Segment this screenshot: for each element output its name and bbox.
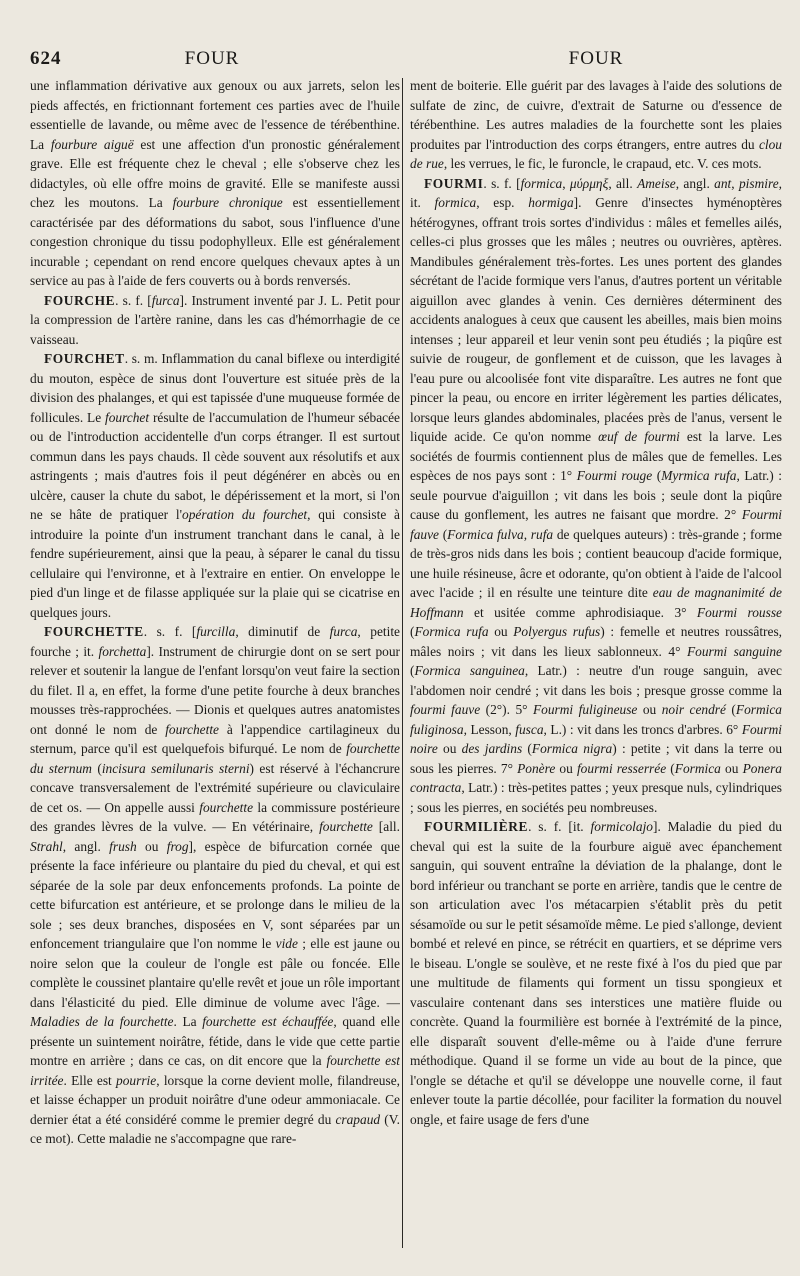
italic-term: formica bbox=[520, 175, 563, 191]
entry-headword: FOURCHET bbox=[44, 351, 125, 366]
entry-text: ]. Genre d'insectes hyménoptères hétérogynes, offrant trois sortes d'individus : mâles et femelles ailés, celles-ci plus grosses que les mâles ; neutres ou ouvrières, aptères. Mandibules généralement très-fortes. Les unes portent des glandes sécrétant de l'acide formique vers l'anus, d'autres portent un véritable aiguillon avec glandes à venin. Ces dernières déterminent des accidents analogues à ceux que causent les abeilles, mais bien moins intenses ; leur appareil et leur venin sont peu étudiés ; la piqûre est suivie de rougeur, de gonflement et de cuisson, que les lavages à l'eau pure ou alcoolisée font vite disparaître. Les autres ne font que pincer la peau, ou encore en irriter légèrement les parties délicates, lorsque leurs glandes abdominales, placées près de l'anus, versent le liquide acide. Ce qu'on nomme bbox=[410, 195, 782, 444]
entry-text: . s. f. [it. bbox=[528, 819, 591, 834]
entry-text: , angl. bbox=[62, 838, 110, 854]
italic-term: Fourmi noire bbox=[410, 721, 782, 756]
entry-text: est essentiellement caractérisée par des déformations du sabot, sous l'influence d'une congestion chronique du tissu podophylleux. Elle est généralement incurable ; cependant on rend encore quelques chevaux aptes à un service au pas à l'aide de fers couverts ou à bords renversés. bbox=[30, 195, 400, 288]
entry-text: , quand elle présente un suintement noirâtre, fétide, dans le vide que cette partie montre en arrière ; dans ce cas, on dit encore que la bbox=[30, 1014, 400, 1068]
entry-text: , Latr.) : très-petites pattes ; yeux presque nuls, cylindriques ; sous les pierres, en sociétés peu nombreuses. bbox=[410, 780, 782, 815]
italic-term: Formica fuliginosa bbox=[410, 702, 782, 737]
italic-term: pourrie bbox=[116, 1072, 157, 1088]
italic-term: noir cendré bbox=[661, 702, 726, 717]
entry-text: de quelques auteurs) : très-grande ; forme de très-gros nids dans les bois ; contient beaucoup d'acide formique, une huile résineuse, âcre et odorante, qu'on obtient à l'aide de l'alcool avec l'acide ; il en résulte une teinture dite bbox=[410, 526, 782, 600]
entry-text: , it. bbox=[410, 175, 782, 210]
entry-text: ) : femelle et neutres roussâtres, mâles noirs ; vit dans les lieux sablonneux. 4° bbox=[410, 624, 782, 659]
italic-term: frush bbox=[109, 838, 137, 854]
entry-text: . s. f. [ bbox=[115, 292, 152, 308]
left-column bbox=[30, 76, 400, 1266]
italic-term: vide bbox=[275, 936, 298, 951]
entry-headword: FOURCHETTE bbox=[44, 624, 144, 639]
entry-text: , bbox=[523, 526, 531, 542]
italic-term: clou de rue bbox=[410, 136, 782, 171]
italic-term: Fourmi fauve bbox=[410, 507, 782, 542]
entry-text: , angl. bbox=[675, 175, 715, 191]
dictionary-entry bbox=[30, 622, 400, 1149]
entry-headword: FOURMI bbox=[424, 175, 484, 191]
italic-term: formica bbox=[434, 195, 477, 210]
italic-term: Formica fulva bbox=[447, 526, 524, 542]
entry-text: ) : petite ; vit dans la terre ou sous les pierres. 7° bbox=[410, 741, 782, 776]
italic-term: fourchet bbox=[104, 409, 150, 425]
entry-text: , Latr.) : neutre d'un rouge sanguin, avec l'abdomen noir cendré ; vit dans les bois ; presque grosse comme la bbox=[410, 663, 782, 698]
italic-term: rufa bbox=[530, 526, 554, 542]
entry-text: ou bbox=[555, 760, 577, 776]
entry-text: ( bbox=[725, 702, 736, 717]
italic-term: fourchette est irritée bbox=[30, 1053, 400, 1088]
entry-text: . s. m. Inflammation du canal biflexe ou interdigité du mouton, espèce de sinus dont l'ouverture est située près de la division des phalanges, et qui est tapissée d'une muqueuse formée de follicules. Le bbox=[30, 351, 400, 425]
italic-term: hormiga bbox=[528, 195, 574, 210]
text-columns bbox=[24, 76, 782, 1266]
running-head bbox=[22, 44, 778, 72]
italic-term: fourbure chronique bbox=[172, 195, 283, 210]
italic-term: Formica sanguinea bbox=[414, 663, 525, 678]
entry-text: , esp. bbox=[476, 195, 529, 210]
entry-text: , bbox=[562, 175, 570, 191]
italic-term: furca bbox=[151, 292, 180, 308]
entry-text: ou bbox=[720, 760, 743, 776]
entry-text: ( bbox=[439, 526, 448, 542]
entry-text: . s. f. [ bbox=[483, 175, 521, 191]
entry-text: à l'appendice cartilagineux du sternum, parce qu'il est quelquefois bifurqué. Le nom de bbox=[30, 721, 400, 756]
entry-text: ; elle est jaune ou noire selon que la couleur de l'ongle est pâle ou foncée. Elle complète le coussinet plantaire qu'elle revêt et joue un rôle important dans l'élasticité du pied. Elle diminue de volume avec l'âge. — bbox=[30, 936, 400, 1010]
entry-text: , les verrues, le fic, le furoncle, le crapaud, etc. V. ces mots. bbox=[443, 156, 762, 171]
entry-text: ( bbox=[666, 760, 675, 776]
entry-text: ( bbox=[522, 741, 532, 756]
entry-text: est la larve. Les sociétés de fourmis contiennent plus de mâles que de femelles. Les espèces de nos pays sont : 1° bbox=[410, 429, 782, 483]
dictionary-entry bbox=[30, 291, 400, 350]
italic-term: pismire bbox=[738, 175, 779, 191]
entry-text: est une affection d'un pronostic généralement grave. Elle est fréquente chez le cheval ; elle s'observe chez les didactyles, où elle offre moins de gravité. Elle se manifeste aussi chez les moutons. La bbox=[30, 136, 400, 210]
left-running-title: FOUR bbox=[184, 48, 240, 69]
italic-term: Fourmi rouge bbox=[576, 468, 653, 483]
italic-term: Fourmi fuligineuse bbox=[532, 702, 638, 717]
italic-term: formicolajo bbox=[590, 819, 653, 834]
italic-term: Ponère bbox=[517, 760, 556, 776]
italic-term: Formica nigra bbox=[531, 741, 613, 756]
italic-term: fourchette est échauffée bbox=[202, 1014, 334, 1029]
entry-text: . Elle est bbox=[63, 1072, 117, 1088]
italic-term: eau de magnanimité de Hoffmann bbox=[410, 585, 782, 620]
dictionary-entry bbox=[410, 817, 782, 1129]
entry-text: (2°). 5° bbox=[480, 702, 533, 717]
entry-text: ) est réservé à l'échancrure concave transversalement de l'extrémité supérieure ou claviculaire de cet os. — On appelle aussi bbox=[30, 760, 400, 815]
italic-term: Formica rufa bbox=[414, 624, 489, 639]
entry-text: ]. Maladie du pied du cheval qui est la suite de la fourbure aiguë avec épanchement sanguin, qui souvent entraîne la déviation de la phalange, dont le bord inférieur ou tranchant se porte en arrière, tandis que le centre de son articulation avec l'os métacarpien s'établit près du petit sésamoïde ou sur le petit sésamoïde même. Le pied s'allonge, devient bombé et relevé en pince, se rétrécit en quartiers, et se déprime vers le biseau. L'ongle se soulève, et ne reste fixé à l'os du pied que par une multitude de filaments qui forment un tissu spongieux et vasculaire contenant dans ses interstices une matière fluide ou concrète. Quand la fourmilière est bornée à l'extrémité de la pince, elle disparaît souvent d'elle-même ou à l'aide d'une ferrure méthodique. Quand il se forme un vide au bout de la pince, que l'ongle se détache et qu'il se développe une nouvelle corne, il faut enlever toute la partie décollée, pour faciliter la formation du nouvel ongle, et faire usage de fers d'une bbox=[410, 819, 782, 1127]
italic-term: ant bbox=[714, 175, 732, 191]
entry-text: , Latr.) : seule pourvue d'aiguillon ; vit dans les bois ; seule dont la piqûre cause du gonflement, les autres ne faisant que mordre. 2° bbox=[410, 468, 782, 522]
entry-text: , all. bbox=[608, 175, 638, 191]
entry-text: ], espèce de bifurcation cornée que présente la face inférieure ou plantaire du pied du cheval, et qui est séparée de la sole par deux enfoncements profonds. La pointe de cette bifurcation est antérieure, et se prolonge dans le milieu de la sole ; ses deux branches, disposées en V, sont séparées par un enfoncement triangulaire que l'on nomme le bbox=[30, 838, 400, 951]
entry-text: ou bbox=[637, 702, 662, 717]
entry-text: ou bbox=[136, 838, 167, 854]
italic-term: fourchette bbox=[199, 799, 254, 815]
entry-text: , Lesson, bbox=[463, 721, 516, 737]
entry-text: ou bbox=[488, 624, 514, 639]
italic-term: opération du fourchet bbox=[182, 507, 308, 522]
italic-term: Strahl bbox=[30, 838, 63, 854]
entry-text: ou bbox=[437, 741, 462, 756]
italic-term: fourbure aiguë bbox=[50, 136, 134, 152]
italic-term: œuf de fourmi bbox=[598, 429, 680, 444]
entry-text: ( bbox=[410, 663, 415, 678]
italic-term: des jardins bbox=[461, 741, 523, 756]
entry-text: ment de boiterie. Elle guérit par des lavages à l'aide des solutions de sulfate de zinc, de cuivre, d'extrait de Saturne ou d'essence de térébenthine. Les autres maladies de la fourchette sont les plaies produites par l'introduction des corps étrangers, entre autres du bbox=[410, 78, 782, 152]
italic-term: crapaud bbox=[335, 1111, 381, 1127]
italic-term: μύρμηξ bbox=[569, 175, 609, 191]
entry-text: ]. Instrument de chirurgie dont on se sert pour relever et soutenir la langue de l'enfant lorsqu'on veut faire la section du filet. Il a, en effet, la forme d'une petite fourche à deux branches mousses très-rapprochées. — Dionis et quelques autres anatomistes ont donné le nom de bbox=[30, 643, 400, 737]
italic-term: Ponera contracta bbox=[410, 760, 782, 795]
italic-term: furca bbox=[329, 624, 358, 639]
dictionary-entry bbox=[30, 349, 400, 622]
entry-text: et usitée comme aphrodisiaque. 3° bbox=[463, 604, 697, 620]
continued-paragraph bbox=[30, 76, 400, 291]
page-number: 624 bbox=[30, 48, 62, 69]
italic-term: fusca bbox=[515, 721, 544, 737]
right-column bbox=[410, 76, 782, 1266]
entry-text: , qui consiste à introduire la pointe d'un instrument tranchant dans le canal, à le fendre supérieurement, ainsi que la peau, à séparer le canal du tissu cellulaire qui l'environne, et à l'extraire en entier. On enveloppe le pied d'un linge et de filasse appliquée sur la plaie qui se cicatrise en quelques jours. bbox=[30, 507, 400, 620]
entry-text: . La bbox=[173, 1014, 203, 1029]
entry-headword: FOURCHE bbox=[44, 292, 116, 308]
italic-term: fourmi resserrée bbox=[576, 760, 667, 776]
entry-text: , bbox=[731, 175, 739, 191]
italic-term: fourchette bbox=[319, 819, 373, 834]
italic-term: Maladies de la fourchette bbox=[30, 1014, 174, 1029]
right-running-title: FOUR bbox=[568, 48, 624, 69]
entry-text: résulte de l'accumulation de l'humeur sébacée ou de l'introduction accidentelle d'un corps étranger. Il est surtout commun dans les pays chauds. Il cède souvent aux résolutifs et aux astringents ; mais d'autres fois il peut dégénérer en abcès ou en ulcère, causer la chute du sabot, le dépérissement et la mort, si l'on ne se hâte de pratiquer l' bbox=[30, 409, 400, 522]
italic-term: Fourmi sanguine bbox=[686, 643, 782, 659]
italic-term: fourmi fauve bbox=[410, 702, 481, 717]
entry-text: une inflammation dérivative aux genoux ou aux jarrets, selon les pieds affectés, en frictionnant fortement ces parties avec de l'huile essentielle de lavande, ou même avec de l'essence de térébenthine. La bbox=[30, 78, 400, 152]
entry-text: , lorsque la corne devient molle, filandreuse, et laisse échapper un produit noirâtre d'une odeur ammoniacale. Ce dernier état a été considéré comme le premier degré du bbox=[30, 1072, 400, 1127]
entry-text: la commissure postérieure des grandes lèvres de la vulve. — En vétérinaire, bbox=[30, 799, 400, 834]
italic-term: Fourmi rousse bbox=[696, 604, 782, 620]
entry-text: ( bbox=[410, 624, 415, 639]
entry-headword: FOURMILIÈRE bbox=[424, 819, 529, 834]
entry-text: ( bbox=[652, 468, 662, 483]
entry-text: . s. f. [ bbox=[143, 624, 197, 639]
italic-term: incisura semilunaris sterni bbox=[101, 760, 250, 776]
italic-term: fourchette bbox=[165, 721, 219, 737]
italic-term: Polyergus rufus bbox=[513, 624, 601, 639]
entry-text: (V. ce mot). Cette maladie ne s'accompagne que rare- bbox=[30, 1111, 400, 1146]
dictionary-entry bbox=[410, 174, 782, 818]
entry-text: [all. bbox=[372, 819, 400, 834]
italic-term: Myrmica rufa bbox=[661, 468, 737, 483]
italic-term: fourchette du sternum bbox=[30, 741, 400, 776]
italic-term: forchetta bbox=[98, 643, 147, 659]
entry-text: , diminutif de bbox=[235, 624, 330, 639]
entry-text: ]. Instrument inventé par J. L. Petit pour la compression de l'artère ranine, dans les cas d'hémorrhagie de ce vaisseau. bbox=[30, 292, 400, 347]
continued-paragraph bbox=[410, 76, 782, 174]
entry-text: , petite fourche ; it. bbox=[30, 624, 400, 659]
italic-term: furcilla bbox=[196, 624, 236, 639]
italic-term: Ameise bbox=[637, 175, 676, 191]
italic-term: Formica bbox=[674, 760, 721, 776]
italic-term: frog bbox=[166, 838, 189, 854]
entry-text: , L.) : vit dans les troncs d'arbres. 6° bbox=[543, 721, 742, 737]
entry-text: ( bbox=[91, 760, 102, 776]
